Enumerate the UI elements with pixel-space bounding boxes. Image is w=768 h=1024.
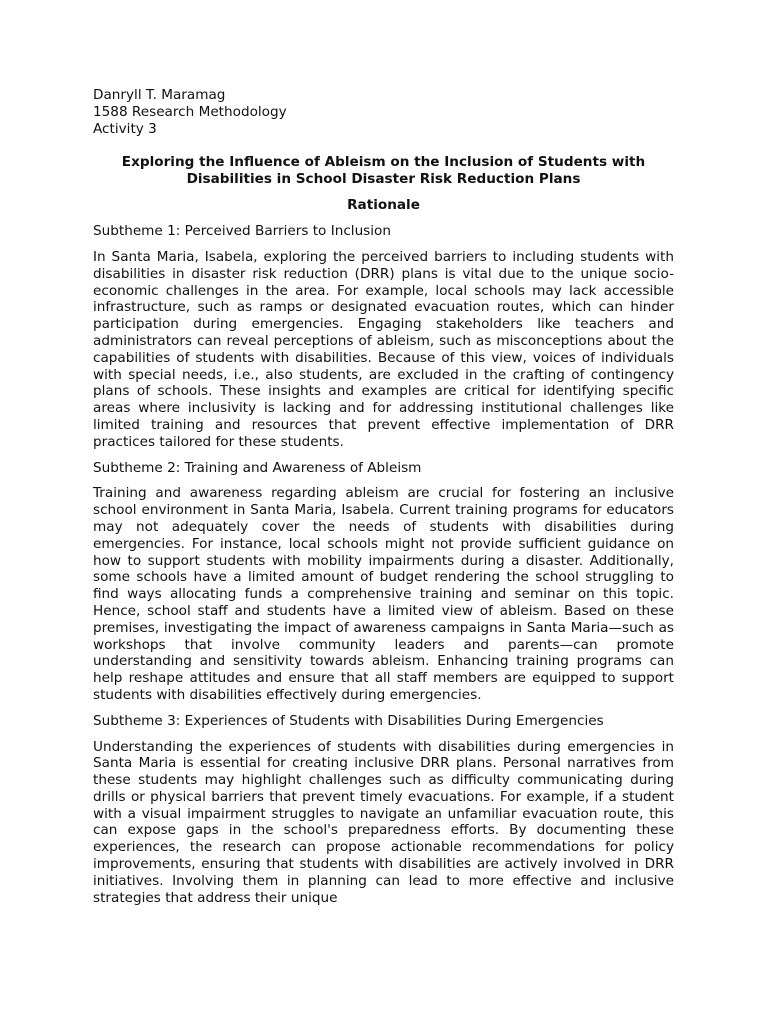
section-heading: Rationale (347, 197, 420, 214)
course-name: 1588 Research Methodology (93, 103, 287, 120)
author-name: Danryll T. Maramag (93, 87, 226, 103)
document-page (93, 87, 674, 906)
subtheme-2-heading: Subtheme 2: Training and Awareness of Ableism (93, 459, 422, 476)
header-block (93, 87, 674, 137)
subtheme-3-paragraph: Understanding the experiences of students with disabilities during emergencies in Santa Maria is essential for creating inclusive DRR plans. Personal narratives from these students may highlight challenges such as difficulty communicating during drills or physical barriers that prevent timely evacuations. For example, if a student with a visual impairment struggles to navigate an unfamiliar evacuation route, this can expose gaps in the school's preparedness efforts. By documenting these experiences, the research can propose actionable recommendations for policy improvements, ensuring that students with disabilities are actively involved in DRR initiatives. Involving them in planning can lead to more effective and inclusive strategies that address their unique (93, 738, 674, 906)
subtheme-2-paragraph: Training and awareness regarding ableism are crucial for fostering an inclusive school environment in Santa Maria, Isabela. Current training programs for educators may not adequately cover the needs of students with disabilities during emergencies. For instance, local schools might not provide sufficient guidance on how to support students with mobility impairments during a disaster. Additionally, some schools have a limited amount of budget rendering the school struggling to find ways allocating funds a comprehensive training and seminar on this topic. Hence, school staff and students have a limited view of ableism. Based on these premises, investigating the impact of awareness campaigns in Santa Maria—such as workshops that involve community leaders and parents—can promote understanding and sensitivity towards ableism. Enhancing training programs can help reshape attitudes and ensure that all staff members are equipped to support students with disabilities effectively during emergencies. (93, 485, 674, 703)
activity-label: Activity 3 (93, 120, 157, 137)
subtheme-1-heading: Subtheme 1: Perceived Barriers to Inclusion (93, 223, 391, 240)
document-title: Exploring the Influence of Ableism on the Inclusion of Students with Disabilities in School Disaster Risk Reduction Plans (121, 154, 646, 188)
subtheme-3-heading: Subtheme 3: Experiences of Students with Disabilities During Emergencies (93, 712, 604, 729)
subtheme-1-paragraph: In Santa Maria, Isabela, exploring the perceived barriers to including students with disabilities in disaster risk reduction (DRR) plans is vital due to the unique socio-economic challenges in the area. For example, local schools may lack accessible infrastructure, such as ramps or designated evacuation routes, which can hinder participation during emergencies. Engaging stakeholders like teachers and administrators can reveal perceptions of ableism, such as misconceptions about the capabilities of students with disabilities. Because of this view, voices of individuals with special needs, i.e., also students, are excluded in the crafting of contingency plans of schools. These insights and examples are critical for identifying specific areas where inclusivity is lacking and for addressing institutional challenges like limited training and resources that prevent effective implementation of DRR practices tailored for these students. (93, 248, 674, 450)
